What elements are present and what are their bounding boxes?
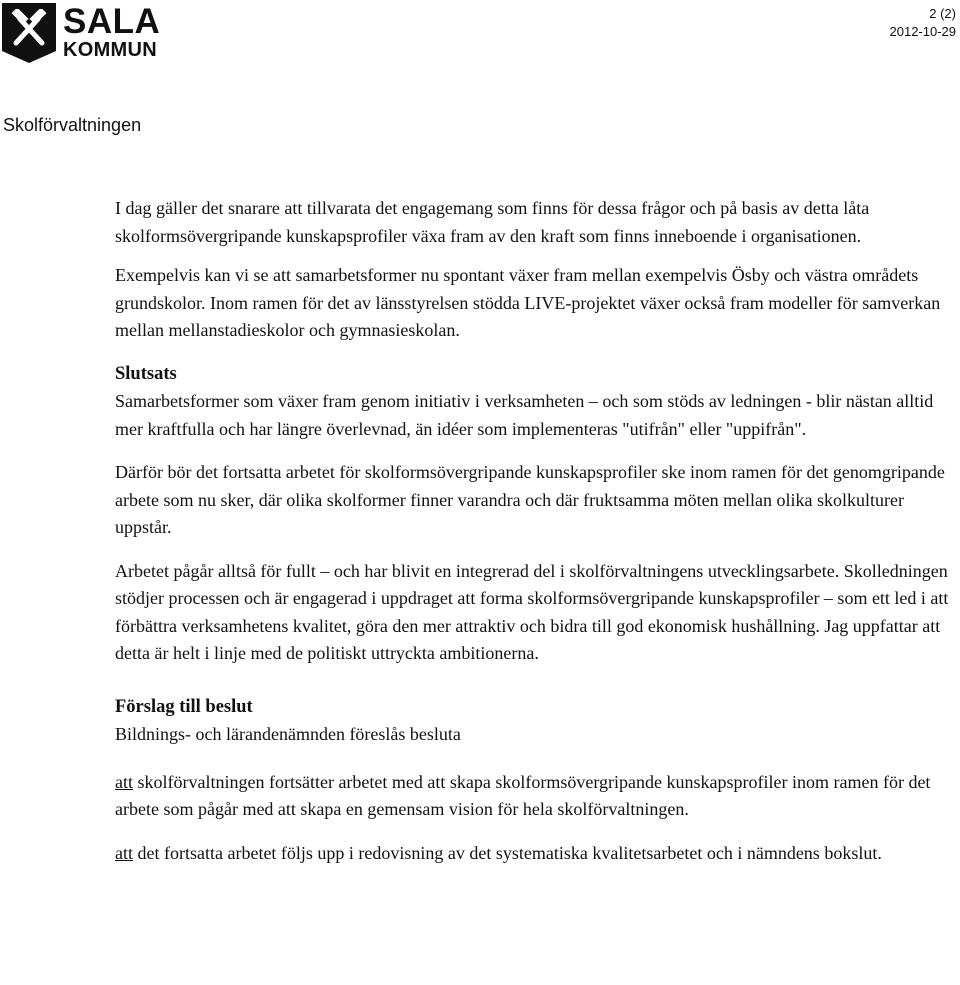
decision-item (115, 769, 950, 824)
paragraph: Arbetet pågår alltså för fullt – och har blivit en integrerad del i skolförvaltningens utvecklingsarbete. Skolledningen stödjer processen och är engagerad i uppdraget att forma skolformsövergripande kunskapsprofiler – som ett led i att förbättra verksamhetens kvalitet, göra den mer attraktiv och bidra till god ekonomisk hushållning. Jag uppfattar att detta är helt i linje med de politiskt uttryckta ambitionerna. (115, 560, 949, 663)
logo-name: SALA (63, 2, 161, 41)
logo-subtitle: KOMMUN (63, 39, 158, 61)
att-marker: att (115, 842, 133, 863)
decision-text: det fortsatta arbetet följs upp i redovisning av det systematiska kvalitetsarbetet och i nämndens bokslut. (133, 842, 882, 863)
sala-kommun-logo (2, 3, 160, 63)
heading-slutsats: Slutsats (115, 363, 177, 384)
document-body (115, 195, 950, 879)
paragraph: Samarbetsformer som växer fram genom initiativ i verksamheten – och som stöds av ledningen - blir nästan alltid mer kraftfulla och har längre överlevnad, än idéer som implementeras "utifrån" eller "uppifrån". (115, 391, 934, 439)
decision-text: skolförvaltningen fortsätter arbetet med att skapa skolformsövergripande kunskapsprofiler inom ramen för det arbete som pågår med att skapa en gemensam vision för hela skolförvaltningen. (115, 771, 931, 819)
crossed-hammers-icon (2, 3, 56, 63)
page-meta (890, 5, 957, 41)
department-name: Skolförvaltningen (3, 115, 142, 135)
paragraph: Bildnings- och lärandenämnden föreslås besluta (115, 724, 461, 744)
document-date: 2012-10-29 (889, 24, 956, 39)
paragraph: Därför bör det fortsatta arbetet för skolformsövergripande kunskapsprofiler ske inom ramen för det genomgripande arbete som nu sker, där olika skolformer finner varandra och där fruktsamma möten mellan olika skolkulturer uppstår. (115, 462, 945, 537)
page-number: 2 (2) (929, 6, 956, 21)
paragraph: I dag gäller det snarare att tillvarata det engagemang som finns för dessa frågor och på basis av detta låta skolformsövergripande kunskapsprofiler växa fram av den kraft som finns inneboende i organisationen. (115, 198, 870, 246)
paragraph: Exempelvis kan vi se att samarbetsformer nu spontant växer fram mellan exempelvis Ösby och västra områdets grundskolor. Inom ramen för det av länsstyrelsen stödda LIVE-projektet växer också fram modeller för samverkan mellan mellanstadieskolor och gymnasieskolan. (115, 265, 941, 340)
att-marker: att (115, 771, 133, 792)
heading-forslag-till-beslut: Förslag till beslut (115, 696, 253, 717)
decision-item (115, 840, 950, 868)
